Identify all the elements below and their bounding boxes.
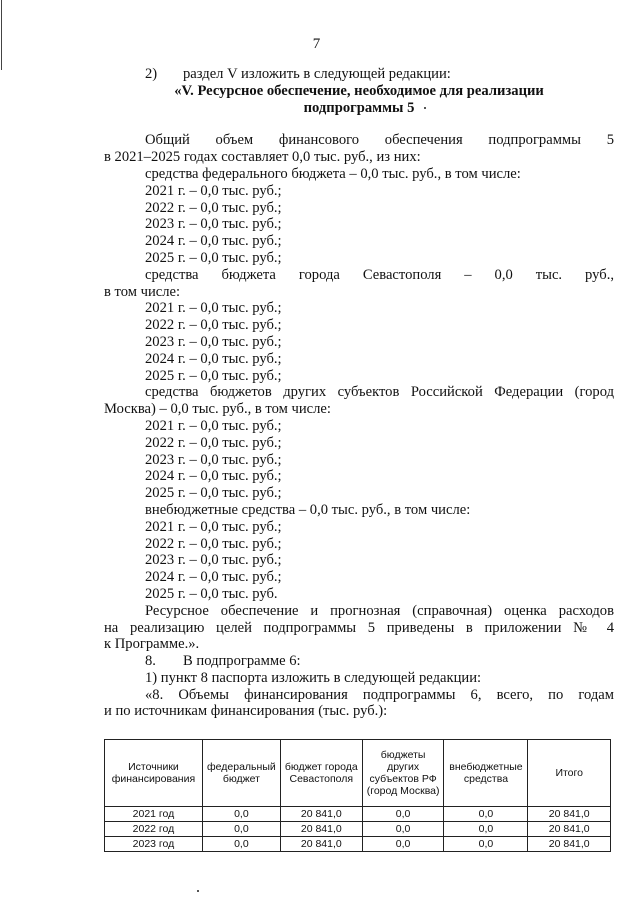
extrabudget-year: 2025 г. – 0,0 тыс. руб. bbox=[145, 585, 278, 602]
resource-line1: Ресурсное обеспечение и прогнозная (справочная) оценка расходов bbox=[145, 602, 614, 619]
sevastopol-year: 2025 г. – 0,0 тыс. руб.; bbox=[145, 367, 282, 384]
header-other-subjects: бюджеты других субъектов РФ (город Москва) bbox=[362, 740, 444, 807]
item-8 bbox=[104, 653, 614, 670]
table-cell: 0,0 bbox=[202, 822, 280, 837]
other-subjects-year: 2021 г. – 0,0 тыс. руб.; bbox=[145, 417, 282, 434]
extrabudget-year: 2021 г. – 0,0 тыс. руб.; bbox=[145, 518, 282, 535]
other-subjects-title-line2: Москва) – 0,0 тыс. руб., в том числе: bbox=[104, 401, 331, 418]
item-8-text: В подпрограмме 6: bbox=[183, 653, 301, 670]
header-total: Итого bbox=[528, 740, 611, 807]
table-cell: 0,0 bbox=[362, 807, 444, 822]
sevastopol-year: 2021 г. – 0,0 тыс. руб.; bbox=[145, 300, 282, 317]
page-number: 7 bbox=[312, 36, 321, 52]
table-cell: 20 841,0 bbox=[280, 837, 362, 852]
table-cell: 0,0 bbox=[444, 807, 528, 822]
extrabudget-year: 2023 г. – 0,0 тыс. руб.; bbox=[145, 552, 282, 569]
federal-year: 2021 г. – 0,0 тыс. руб.; bbox=[145, 182, 282, 199]
table-cell: 2022 год bbox=[105, 822, 203, 837]
scan-speck bbox=[197, 890, 199, 892]
sevastopol-year: 2022 г. – 0,0 тыс. руб.; bbox=[145, 317, 282, 334]
item-8-quote-line2: и по источникам финансирования (тыс. руб.): bbox=[104, 703, 388, 720]
item-2 bbox=[104, 66, 614, 83]
total-line2: в 2021–2025 годах составляет 0,0 тыс. руб., из них: bbox=[104, 149, 421, 166]
other-subjects-year: 2022 г. – 0,0 тыс. руб.; bbox=[145, 434, 282, 451]
other-subjects-year: 2023 г. – 0,0 тыс. руб.; bbox=[145, 451, 282, 468]
federal-year: 2024 г. – 0,0 тыс. руб.; bbox=[145, 233, 282, 250]
sevastopol-title-line1: средства бюджета города Севастополя – 0,0 тыс. руб., bbox=[145, 266, 614, 283]
header-sources: Источники финансирования bbox=[105, 740, 203, 807]
total-line1: Общий объем финансового обеспечения подпрограммы 5 bbox=[145, 132, 614, 149]
table-cell: 20 841,0 bbox=[280, 822, 362, 837]
table-cell: 0,0 bbox=[202, 837, 280, 852]
other-subjects-year: 2024 г. – 0,0 тыс. руб.; bbox=[145, 468, 282, 485]
extrabudget-year: 2022 г. – 0,0 тыс. руб.; bbox=[145, 535, 282, 552]
scan-margin-line bbox=[1, 0, 2, 70]
table-cell: 20 841,0 bbox=[280, 807, 362, 822]
resource-line2: на реализацию целей подпрограммы 5 приведены в приложении № 4 bbox=[104, 619, 614, 636]
table-cell: 0,0 bbox=[202, 807, 280, 822]
item-8-number: 8. bbox=[145, 653, 156, 670]
federal-title: средства федерального бюджета – 0,0 тыс. руб., в том числе: bbox=[145, 165, 521, 182]
federal-year: 2025 г. – 0,0 тыс. руб.; bbox=[145, 249, 282, 266]
scan-speck bbox=[424, 107, 426, 109]
document-body bbox=[104, 66, 614, 720]
item-8-1: 1) пункт 8 паспорта изложить в следующей редакции: bbox=[145, 669, 482, 686]
table-cell: 20 841,0 bbox=[528, 822, 611, 837]
table-cell: 2021 год bbox=[105, 807, 203, 822]
table-row bbox=[105, 807, 611, 822]
sevastopol-year: 2024 г. – 0,0 тыс. руб.; bbox=[145, 350, 282, 367]
sevastopol-title-line2: в том числе: bbox=[104, 283, 181, 300]
extrabudget-year: 2024 г. – 0,0 тыс. руб.; bbox=[145, 569, 282, 586]
header-federal: федеральный бюджет bbox=[202, 740, 280, 807]
federal-year: 2023 г. – 0,0 тыс. руб.; bbox=[145, 216, 282, 233]
item-2-number: 2) bbox=[145, 66, 158, 82]
section-title-line2: подпрограммы 5 bbox=[303, 99, 415, 116]
section-title-line1: «V. Ресурсное обеспечение, необходимое для реализации bbox=[174, 82, 544, 99]
other-subjects-title-line1: средства бюджетов других субъектов Российской Федерации (город bbox=[145, 384, 614, 401]
resource-line3: к Программе.». bbox=[104, 636, 200, 653]
sevastopol-year: 2023 г. – 0,0 тыс. руб.; bbox=[145, 333, 282, 350]
header-sevastopol: бюджет города Севастополя bbox=[280, 740, 362, 807]
table-cell: 2023 год bbox=[105, 837, 203, 852]
item-2-text: раздел V изложить в следующей редакции: bbox=[183, 66, 451, 82]
item-8-quote-line1: «8. Объемы финансирования подпрограммы 6, всего, по годам bbox=[145, 686, 614, 703]
table-cell: 0,0 bbox=[362, 822, 444, 837]
table-header-row bbox=[105, 740, 611, 807]
extrabudget-title: внебюджетные средства – 0,0 тыс. руб., в том числе: bbox=[145, 501, 471, 518]
table-cell: 20 841,0 bbox=[528, 807, 611, 822]
header-extrabudget: внебюджетные средства bbox=[444, 740, 528, 807]
table-row bbox=[105, 822, 611, 837]
federal-year: 2022 г. – 0,0 тыс. руб.; bbox=[145, 199, 282, 216]
table-cell: 0,0 bbox=[362, 837, 444, 852]
table-cell: 0,0 bbox=[444, 822, 528, 837]
financing-table bbox=[104, 739, 611, 852]
table-cell: 0,0 bbox=[444, 837, 528, 852]
table-row bbox=[105, 837, 611, 852]
other-subjects-year: 2025 г. – 0,0 тыс. руб.; bbox=[145, 485, 282, 502]
table-cell: 20 841,0 bbox=[528, 837, 611, 852]
